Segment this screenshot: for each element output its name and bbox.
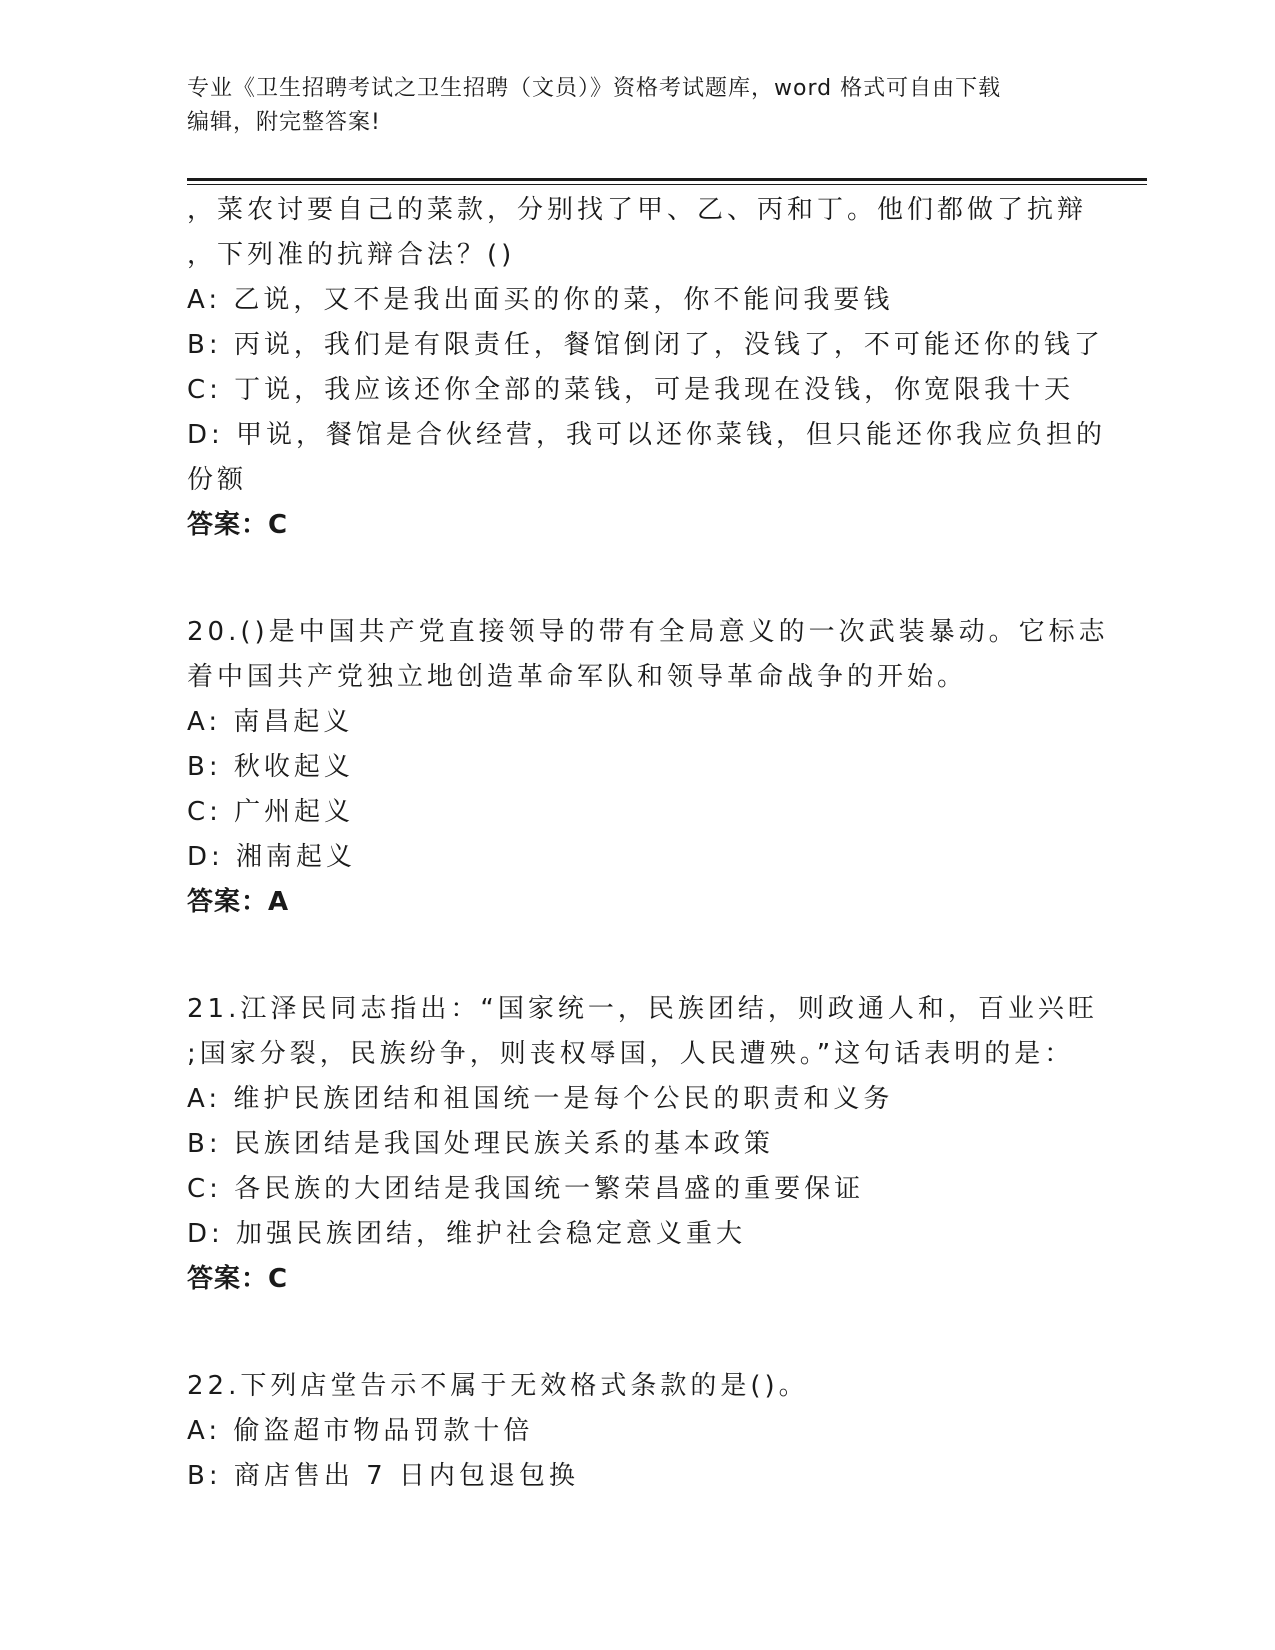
question-21-option-c: C: 各民族的大团结是我国统一繁荣昌盛的重要保证: [187, 1174, 865, 1204]
question-21-option-b: B: 民族团结是我国处理民族关系的基本政策: [187, 1129, 774, 1159]
question-19-option-b: B: 丙说，我们是有限责任，餐馆倒闭了，没钱了，不可能还你的钱了: [187, 330, 1104, 360]
question-19-option-d-line-1: D: 甲说，餐馆是合伙经营，我可以还你菜钱，但只能还你我应负担的: [187, 420, 1107, 450]
question-21: [187, 987, 1098, 1302]
question-21-stem-line-1: 21.江泽民同志指出：“国家统一，民族团结，则政通人和，百业兴旺: [187, 994, 1098, 1024]
question-21-stem-line-2: ;国家分裂，民族纷争，则丧权辱国，人民遭殃。”这句话表明的是：: [187, 1039, 1075, 1069]
header-line-2: 编辑，附完整答案!: [187, 110, 381, 135]
question-21-answer: 答案：C: [187, 1264, 289, 1294]
question-22-option-b: B: 商店售出 7 日内包退包换: [187, 1461, 579, 1491]
question-19-answer: 答案：C: [187, 510, 289, 540]
question-22-stem-line-1: 22.下列店堂告示不属于无效格式条款的是()。: [187, 1371, 809, 1401]
header-divider-thick: [187, 178, 1147, 181]
question-19-option-c: C: 丁说，我应该还你全部的菜钱，可是我现在没钱，你宽限我十天: [187, 375, 1075, 405]
question-19: [187, 188, 1107, 548]
question-20-option-b: B: 秋收起义: [187, 752, 354, 782]
question-20-stem-line-1: 20.()是中国共产党直接领导的带有全局意义的一次武装暴动。它标志: [187, 617, 1109, 647]
question-content: [187, 188, 1109, 1499]
question-20-answer: 答案：A: [187, 887, 290, 917]
question-20: [187, 610, 1109, 925]
question-20-option-a: A: 南昌起义: [187, 707, 354, 737]
page-header: [187, 72, 1087, 140]
question-22-option-a: A: 偷盗超市物品罚款十倍: [187, 1416, 534, 1446]
question-22: [187, 1364, 1087, 1499]
question-20-option-d: D: 湘南起义: [187, 842, 357, 872]
question-20-stem-line-2: 着中国共产党独立地创造革命军队和领导革命战争的开始。: [187, 662, 968, 692]
question-19-stem-line-2: ，下列准的抗辩合法？(): [187, 240, 516, 270]
question-20-option-c: C: 广州起义: [187, 797, 355, 827]
question-19-stem-line-1: ，菜农讨要自己的菜款，分别找了甲、乙、丙和丁。他们都做了抗辩: [187, 195, 1088, 225]
question-21-option-a: A: 维护民族团结和祖国统一是每个公民的职责和义务: [187, 1084, 894, 1114]
header-divider-thin: [187, 184, 1147, 185]
question-19-option-d-line-2: 份额: [187, 465, 248, 495]
question-21-option-d: D: 加强民族团结，维护社会稳定意义重大: [187, 1219, 747, 1249]
header-line-1: 专业《卫生招聘考试之卫生招聘（文员）》资格考试题库，word 格式可自由下载: [187, 76, 1002, 101]
question-19-option-a: A: 乙说，又不是我出面买的你的菜，你不能问我要钱: [187, 285, 894, 315]
